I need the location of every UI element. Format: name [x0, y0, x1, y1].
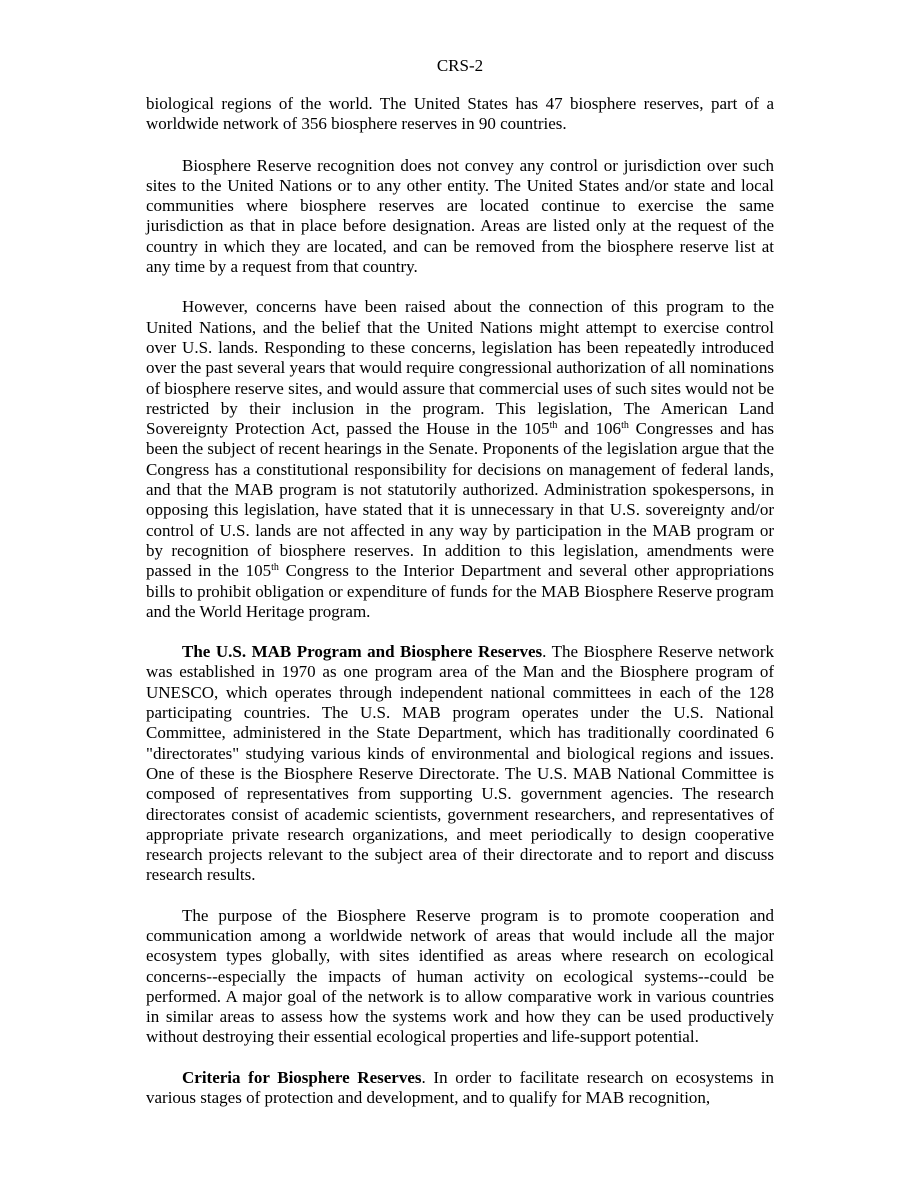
paragraph-continuation: biological regions of the world. The United States has 47 biosphere reserves, part of a worldwide network of 356 biosphere reserves in 90 countries.: [146, 94, 774, 134]
section-heading: The U.S. MAB Program and Biosphere Reserves: [182, 642, 543, 662]
superscript: th: [621, 420, 629, 432]
page-header: CRS-2: [436, 56, 484, 75]
text-run: Congress to the Interior Department and several other appropriations bills to prohibit obligation or expenditure of funds for the MAB Biosphere Reserve program and the World Heritage program.: [146, 561, 774, 621]
superscript: th: [549, 420, 558, 432]
document-page: [146, 56, 774, 1128]
paragraph-recognition: Biosphere Reserve recognition does not convey any control or jurisdiction over such sites to the United Nations or to any other entity. The United States and/or state and local communities where biosphere reserves are located continue to exercise the same jurisdiction as that in place before designation. Areas are listed only at the request of the country in which they are located, and can be removed from the biosphere reserve list at any time by a request from that country.: [146, 155, 774, 277]
paragraph-concerns: [146, 297, 774, 622]
text-run: . In order to facilitate research on ecosystems in various stages of protection and development, and to qualify for MAB recognition,: [146, 1067, 774, 1108]
text-run: Congresses and has been the subject of recent hearings in the Senate. Proponents of the legislation argue that the Congress has a constitutional responsibility for decisions on management of federal lands, and that the MAB program is not statutorily authorized. Administration spokespersons, in opposing this legislation, have stated that it is unnecessary in that U.S. sovereignty and/or control of U.S. lands are not affected in any way by participation in the MAB program or by recognition of biosphere reserves. In addition to this legislation, amendments were passed in the 105: [146, 419, 774, 581]
paragraph-us-mab-program: [146, 642, 774, 886]
paragraph-purpose: The purpose of the Biosphere Reserve program is to promote cooperation and communication among a worldwide network of areas that would include all the major ecosystem types globally, with sites identified as areas where research on ecological concerns--especially the impacts of human activity on ecological systems--could be performed. A major goal of the network is to allow comparative work in various countries in similar areas to assess how the systems work and how they can be used productively without destroying their essential ecological properties and life-support potential.: [146, 905, 774, 1047]
text-run: However, concerns have been raised about the connection of this program to the United Nations, and the belief that the United Nations might attempt to exercise control over U.S. lands. Responding to these concerns, legislation has been repeatedly introduced over the past several years that would require congressional authorization of all nominations of biosphere reserve sites, and would assure that commercial uses of such sites would not be restricted by their inclusion in the program. This legislation, The American Land Sovereignty Protection Act, passed the House in the 105: [146, 297, 774, 439]
text-run: and 106: [557, 419, 622, 439]
section-heading: Criteria for Biosphere Reserves: [182, 1067, 422, 1087]
superscript: th: [271, 562, 279, 574]
paragraph-criteria: [146, 1068, 774, 1109]
text-run: . The Biosphere Reserve network was established in 1970 as one program area of the Man and the Biosphere program of UNESCO, which operates through independent national committees in each of the 128 participating countries. The U.S. MAB program operates under the U.S. National Committee, administered in the State Department, which has traditionally coordinated 6 "directorates" studying various kinds of environmental and biological regions and issues. One of these is the Biosphere Reserve Directorate. The U.S. MAB National Committee is composed of representatives from supporting U.S. government agencies. The research directorates consist of academic scientists, government researchers, and representatives of appropriate private research organizations, and meet periodically to design cooperative research projects relevant to the subject area of their directorate and to report and discuss research results.: [146, 642, 774, 885]
